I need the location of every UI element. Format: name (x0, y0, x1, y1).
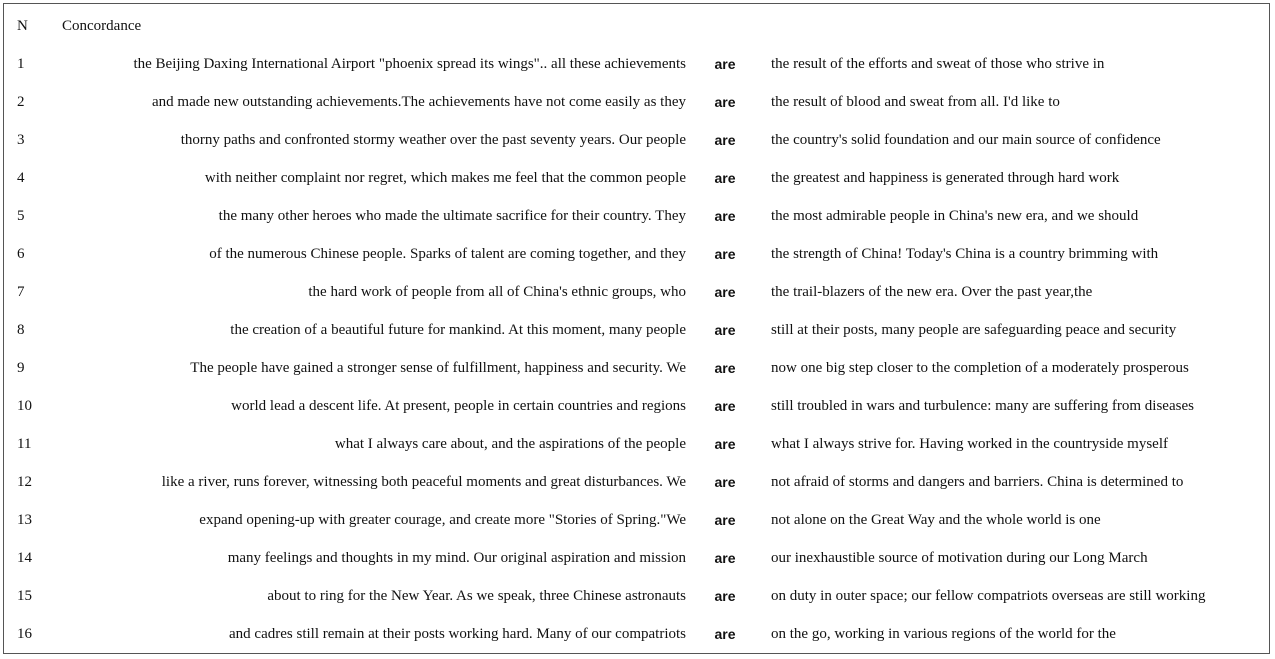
row-number: 15 (17, 588, 32, 604)
table-row (4, 311, 1269, 349)
left-context: about to ring for the New Year. As we speak, three Chinese astronauts (267, 588, 686, 604)
table-row (4, 45, 1269, 83)
left-context: world lead a descent life. At present, people in certain countries and regions (231, 398, 686, 414)
row-number: 5 (17, 208, 25, 224)
left-context: the many other heroes who made the ultimate sacrifice for their country. They (218, 208, 686, 224)
right-context: the greatest and happiness is generated through hard work (771, 170, 1120, 186)
right-context: still at their posts, many people are safeguarding peace and security (771, 322, 1177, 338)
table-row (4, 539, 1269, 577)
row-number: 8 (17, 322, 25, 338)
node-word: are (714, 94, 736, 110)
table-row (4, 197, 1269, 235)
row-number: 12 (17, 474, 32, 490)
right-context: the trail-blazers of the new era. Over the past year,the (771, 284, 1093, 300)
node-word: are (714, 322, 736, 338)
node-word: are (714, 56, 736, 72)
row-number: 11 (17, 436, 32, 452)
right-context: the result of the efforts and sweat of those who strive in (771, 56, 1105, 72)
right-context: on duty in outer space; our fellow compatriots overseas are still working (771, 588, 1206, 604)
row-number: 9 (17, 360, 25, 376)
right-context: the country's solid foundation and our main source of confidence (771, 132, 1161, 148)
table-row (4, 463, 1269, 501)
left-context: The people have gained a stronger sense of fulfillment, happiness and security. We (190, 360, 686, 376)
right-context: not alone on the Great Way and the whole world is one (771, 512, 1101, 528)
table-row (4, 501, 1269, 539)
left-context: what I always care about, and the aspirations of the people (334, 436, 686, 452)
header-concordance: Concordance (62, 18, 142, 34)
node-word: are (714, 208, 736, 224)
left-context: and made new outstanding achievements.The achievements have not come easily as they (152, 94, 686, 110)
row-number: 16 (17, 626, 32, 642)
left-context: thorny paths and confronted stormy weather over the past seventy years. Our people (180, 132, 686, 148)
right-context: what I always strive for. Having worked in the countryside myself (771, 436, 1168, 452)
row-number: 3 (17, 132, 25, 148)
left-context: with neither complaint nor regret, which makes me feel that the common people (204, 170, 686, 186)
table-row (4, 387, 1269, 425)
node-word: are (714, 398, 736, 414)
node-word: are (714, 474, 736, 490)
right-context: on the go, working in various regions of the world for the (771, 626, 1116, 642)
row-number: 7 (17, 284, 25, 300)
node-word: are (714, 132, 736, 148)
right-context: the most admirable people in China's new era, and we should (771, 208, 1139, 224)
row-number: 14 (17, 550, 32, 566)
table-row (4, 425, 1269, 463)
table-row (4, 83, 1269, 121)
row-number: 1 (17, 56, 25, 72)
left-context: and cadres still remain at their posts working hard. Many of our compatriots (229, 626, 686, 642)
right-context: the strength of China! Today's China is a country brimming with (771, 246, 1159, 262)
table-row (4, 235, 1269, 273)
table-row (4, 159, 1269, 197)
right-context: not afraid of storms and dangers and barriers. China is determined to (771, 474, 1184, 490)
header-n: N (17, 18, 28, 34)
node-word: are (714, 284, 736, 300)
node-word: are (714, 436, 736, 452)
left-context: the Beijing Daxing International Airport "phoenix spread its wings".. all these achievements (133, 56, 686, 72)
left-context: the hard work of people from all of China's ethnic groups, who (308, 284, 686, 300)
left-context: of the numerous Chinese people. Sparks of talent are coming together, and they (209, 246, 686, 262)
node-word: are (714, 550, 736, 566)
row-number: 13 (17, 512, 32, 528)
row-number: 4 (17, 170, 25, 186)
right-context: the result of blood and sweat from all. I'd like to (771, 94, 1060, 110)
right-context: our inexhaustible source of motivation during our Long March (771, 550, 1148, 566)
node-word: are (714, 512, 736, 528)
header-row (4, 7, 1269, 45)
row-number: 2 (17, 94, 25, 110)
row-number: 6 (17, 246, 25, 262)
node-word: are (714, 360, 736, 376)
concordance-table (3, 3, 1270, 654)
right-context: now one big step closer to the completion of a moderately prosperous (771, 360, 1189, 376)
table-row (4, 349, 1269, 387)
table-row (4, 615, 1269, 653)
node-word: are (714, 246, 736, 262)
left-context: many feelings and thoughts in my mind. Our original aspiration and mission (227, 550, 686, 566)
left-context: like a river, runs forever, witnessing both peaceful moments and great disturbances. We (161, 474, 686, 490)
node-word: are (714, 626, 736, 642)
left-context: expand opening-up with greater courage, and create more "Stories of Spring."We (199, 512, 686, 528)
right-context: still troubled in wars and turbulence: many are suffering from diseases (771, 398, 1194, 414)
node-word: are (714, 170, 736, 186)
left-context: the creation of a beautiful future for mankind. At this moment, many people (230, 322, 686, 338)
table-row (4, 121, 1269, 159)
table-row (4, 273, 1269, 311)
table-row (4, 577, 1269, 615)
node-word: are (714, 588, 736, 604)
row-number: 10 (17, 398, 32, 414)
